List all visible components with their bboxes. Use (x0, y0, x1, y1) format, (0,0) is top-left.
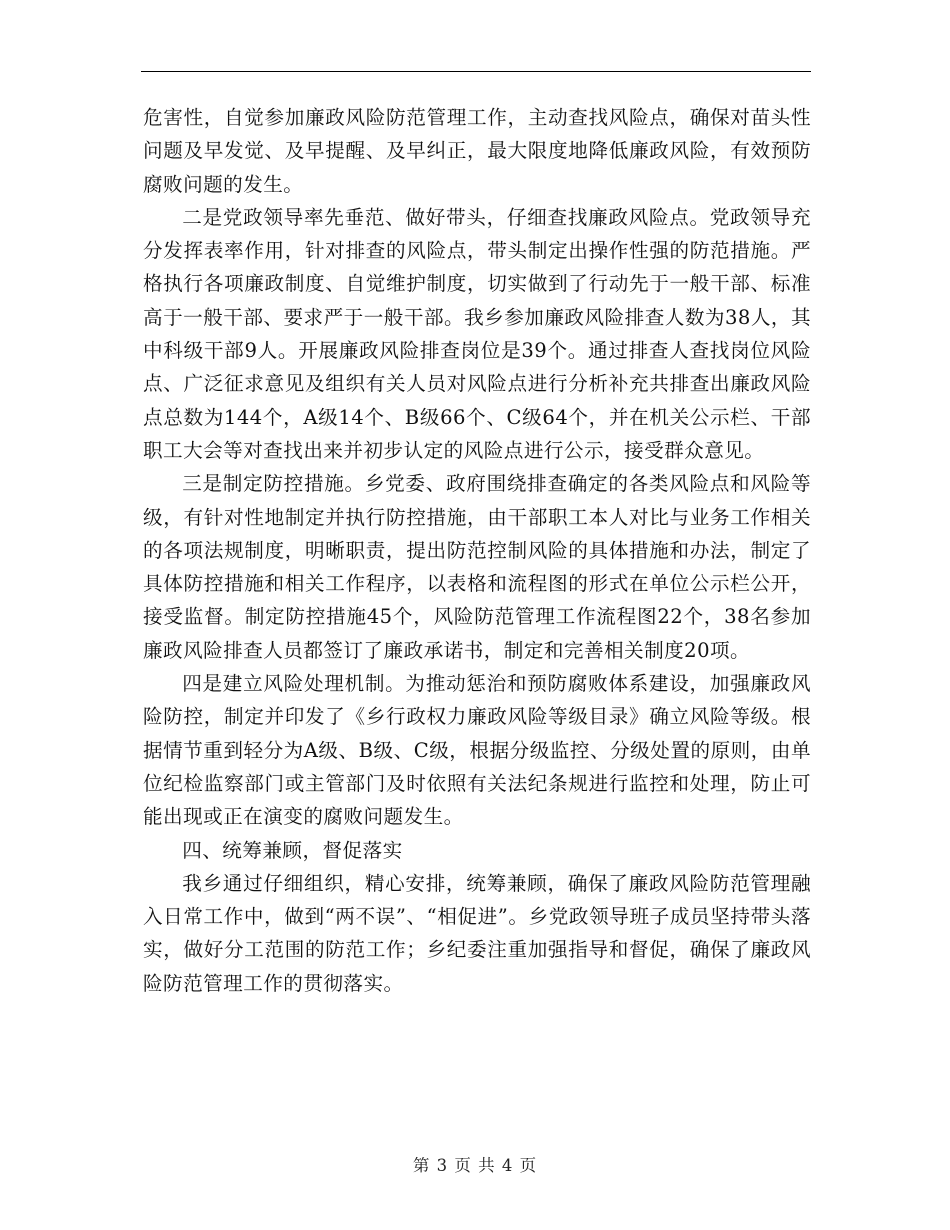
paragraph-coordination: 我乡通过仔细组织，精心安排，统筹兼顾，确保了廉政风险防范管理融入日常工作中，做到“两不误”、“相促进”。乡党政领导班子成员坚持带头落实，做好分工范围的防范工作；乡纪委注重加强指导和督促，确保了廉政风险防范管理工作的贯彻落实。 (143, 871, 811, 995)
page-footer (0, 1152, 950, 1176)
section-heading: 四、统筹兼顾，督促落实 (182, 838, 403, 862)
document-body (143, 101, 811, 1000)
paragraph-control-measures: 三是制定防控措施。乡党委、政府围绕排查确定的各类风险点和风险等级，有针对性地制定并执行防控措施，由干部职工本人对比与业务工作相关的各项法规制度，明晰职责，提出防范控制风险的具体措施和办法，制定了具体防控措施和相关工作程序，以表格和流程图的形式在单位公示栏公开，接受监督。制定防控措施45个，风险防范管理工作流程图22个，38名参加廉政风险排查人员都签订了廉政承诺书，制定和完善相关制度20项。 (143, 472, 811, 662)
paragraph-risk-mechanism: 四是建立风险处理机制。为推动惩治和预防腐败体系建设，加强廉政风险防控，制定并印发了《乡行政权力廉政风险等级目录》确立风险等级。根据情节重到轻分为A级、B级、C级，根据分级监控、分级处置的原则，由单位纪检监察部门或主管部门及时依照有关法纪条规进行监控和处理，防止可能出现或正在演变的腐败问题发生。 (143, 672, 811, 829)
page-number-label: 第 3 页 共 4 页 (412, 1156, 538, 1175)
paragraph-leadership-example: 二是党政领导率先垂范、做好带头，仔细查找廉政风险点。党政领导充分发挥表率作用，针对排查的风险点，带头制定出操作性强的防范措施。严格执行各项廉政制度、自觉维护制度，切实做到了行动先于一般干部、标准高于一般干部、要求严于一般干部。我乡参加廉政风险排查人数为38人，其中科级干部9人。开展廉政风险排查岗位是39个。通过排查人查找岗位风险点、广泛征求意见及组织有关人员对风险点进行分析补充共排查出廉政风险点总数为144个，A级14个、B级66个、C级64个，并在机关公示栏、干部职工大会等对查找出来并初步认定的风险点进行公示，接受群众意见。 (143, 205, 811, 462)
header-rule (141, 71, 811, 72)
paragraph-continuation: 危害性，自觉参加廉政风险防范管理工作，主动查找风险点，确保对苗头性问题及早发觉、及早提醒、及早纠正，最大限度地降低廉政风险，有效预防腐败问题的发生。 (143, 106, 811, 196)
